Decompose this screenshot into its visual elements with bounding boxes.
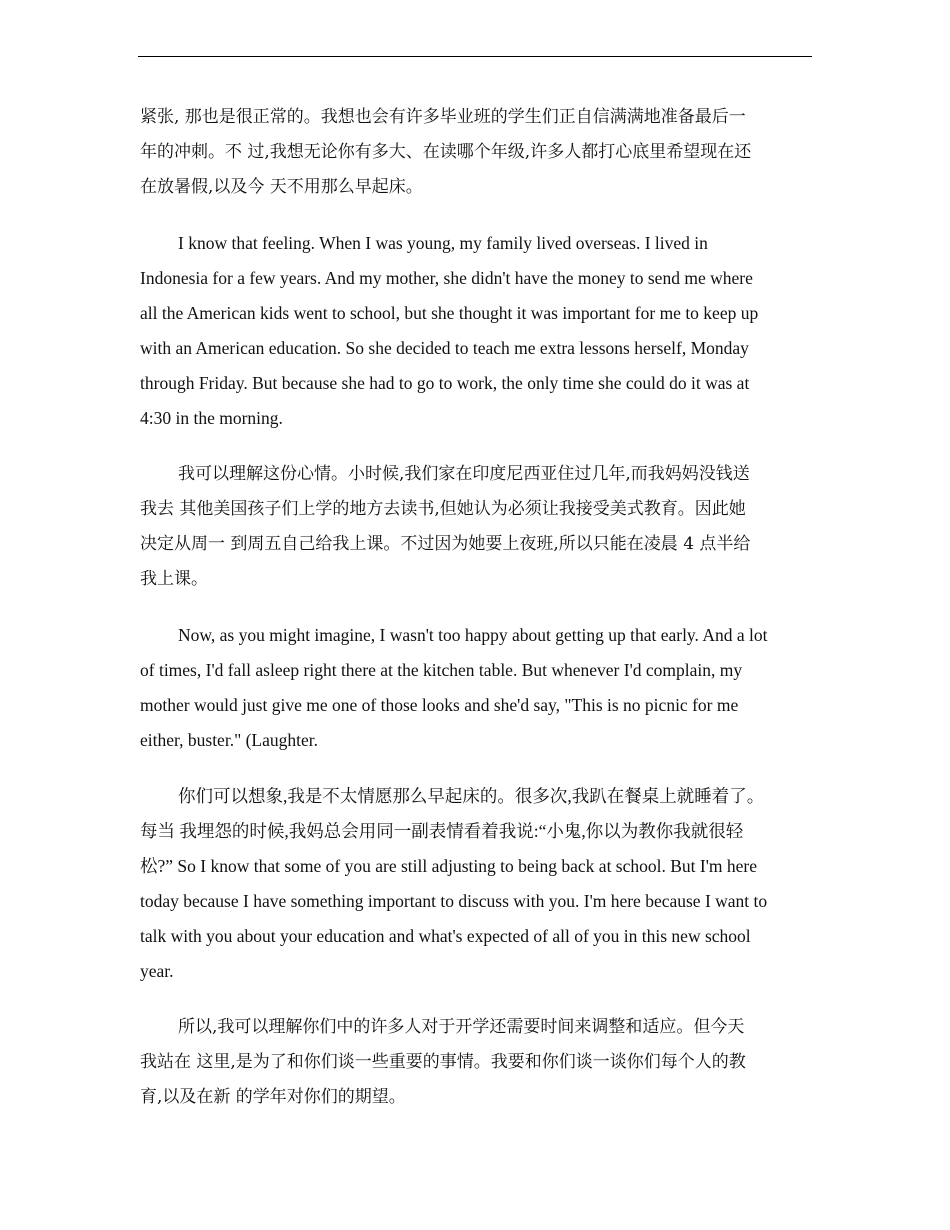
text-line: 所以,我可以理解你们中的许多人对于开学还需要时间来调整和适应。但今天 bbox=[178, 1017, 745, 1037]
text-line: 决定从周一 到周五自己给我上课。不过因为她要上夜班,所以只能在凌晨 4 点半给 bbox=[140, 534, 751, 554]
text-line: 4:30 in the morning. bbox=[140, 408, 283, 428]
text-line: today because I have something important to discuss with you. I'm here because I want to bbox=[140, 891, 768, 911]
text-line: Now, as you might imagine, I wasn't too happy about getting up that early. And a lot bbox=[178, 625, 768, 645]
paragraph-2-en bbox=[140, 226, 810, 436]
paragraph-6-zh bbox=[140, 1010, 810, 1115]
text-line: 每当 我埋怨的时候,我妈总会用同一副表情看着我说:“小鬼,你以为教你我就很轻 bbox=[140, 821, 744, 841]
text-line: mother would just give me one of those looks and she'd say, "This is no picnic for me bbox=[140, 695, 739, 715]
text-line: 我上课。 bbox=[140, 569, 208, 589]
text-line: 我可以理解这份心情。小时候,我们家在印度尼西亚住过几年,而我妈妈没钱送 bbox=[178, 464, 750, 484]
paragraph-3-zh bbox=[140, 457, 810, 597]
document-body bbox=[140, 100, 810, 1136]
header-rule bbox=[138, 56, 812, 57]
text-line: 年的冲刺。不 过,我想无论你有多大、在读哪个年级,许多人都打心底里希望现在还 bbox=[140, 142, 752, 162]
paragraph-1-zh bbox=[140, 100, 810, 205]
text-line: talk with you about your education and what's expected of all of you in this new school bbox=[140, 926, 751, 946]
text-line: 紧张, 那也是很正常的。我想也会有许多毕业班的学生们正自信满满地准备最后一 bbox=[140, 107, 746, 127]
text-line: 育,以及在新 的学年对你们的期望。 bbox=[140, 1087, 406, 1107]
text-line: I know that feeling. When I was young, my family lived overseas. I lived in bbox=[178, 233, 708, 253]
text-line: of times, I'd fall asleep right there at the kitchen table. But whenever I'd complain, my bbox=[140, 660, 743, 680]
text-line: either, buster." (Laughter. bbox=[140, 730, 318, 750]
text-line: with an American education. So she decided to teach me extra lessons herself, Monday bbox=[140, 338, 749, 358]
text-line: all the American kids went to school, but she thought it was important for me to keep up bbox=[140, 303, 759, 323]
text-line: 你们可以想象,我是不太情愿那么早起床的。很多次,我趴在餐桌上就睡着了。 bbox=[178, 786, 765, 806]
text-line: 我站在 这里,是为了和你们谈一些重要的事情。我要和你们谈一谈你们每个人的教 bbox=[140, 1052, 746, 1072]
text-line: year. bbox=[140, 961, 174, 981]
text-line: Indonesia for a few years. And my mother, she didn't have the money to send me where bbox=[140, 268, 753, 288]
paragraph-5-mixed bbox=[140, 779, 810, 989]
text-line: 我去 其他美国孩子们上学的地方去读书,但她认为必须让我接受美式教育。因此她 bbox=[140, 499, 746, 519]
text-line: 在放暑假,以及今 天不用那么早起床。 bbox=[140, 177, 423, 197]
text-line: 松?” So I know that some of you are still adjusting to being back at school. But I'm here bbox=[140, 856, 757, 876]
paragraph-4-en bbox=[140, 618, 810, 758]
text-line: through Friday. But because she had to go to work, the only time she could do it was at bbox=[140, 373, 750, 393]
